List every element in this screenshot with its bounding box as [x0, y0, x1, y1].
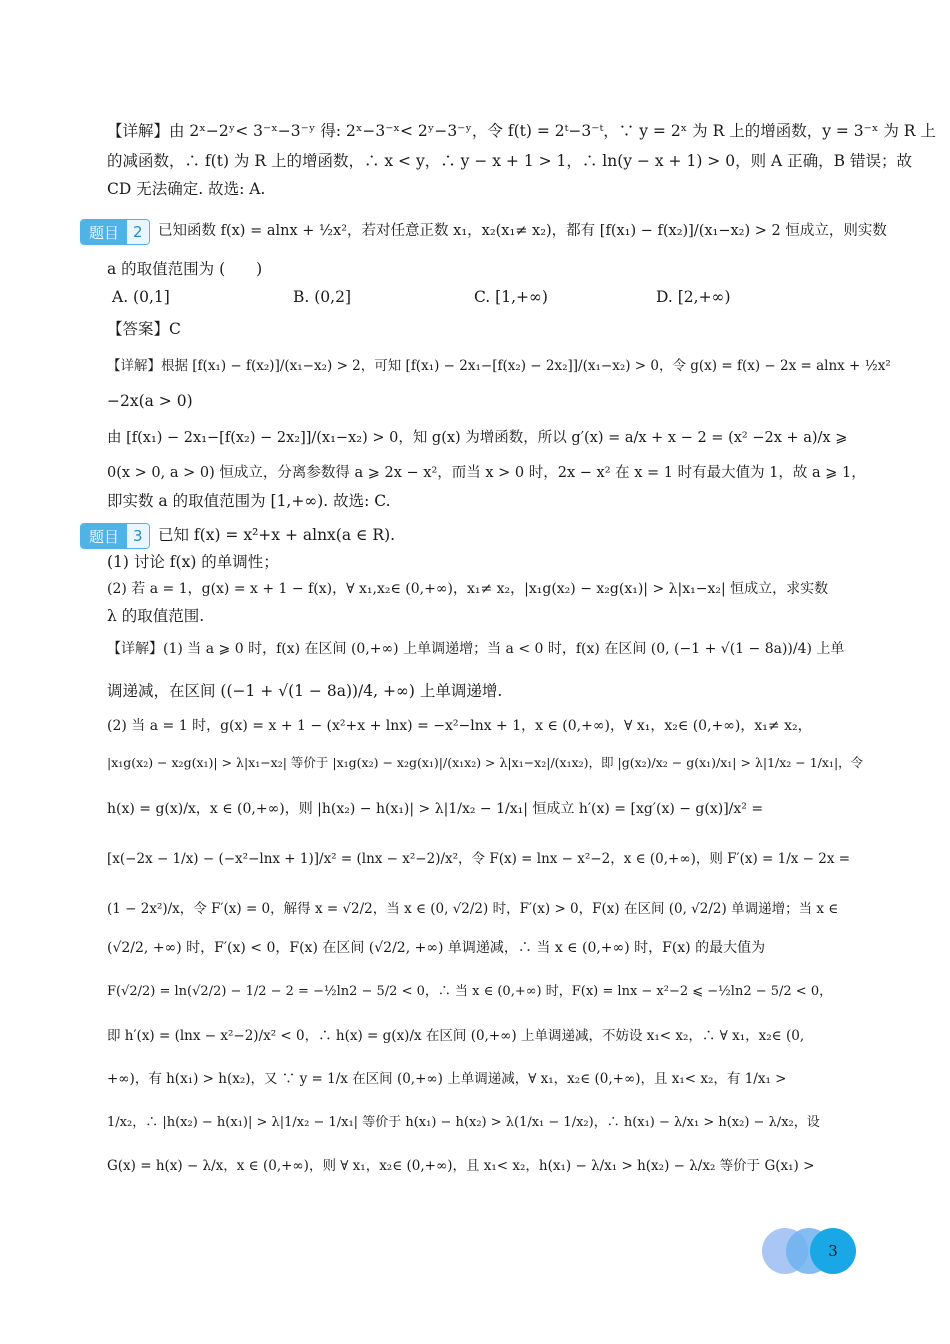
option-c: C. [1,+∞)	[474, 288, 548, 306]
solution-line: [x(−2x − 1/x) − (−x²−lnx + 1)]/x² = (lnx − x²−2)/x²，令 F(x) = lnx − x²−2，x ∈ (0,+∞)，则 F′(x) = 1/x − 2x =	[107, 851, 851, 867]
solution-line: −2x(a > 0)	[107, 392, 193, 410]
question-tag-number: 2	[127, 220, 149, 244]
question-tag-number: 3	[127, 524, 149, 548]
solution-line: CD 无法确定. 故选: A.	[107, 180, 266, 198]
solution-line: 的减函数，∴ f(t) 为 R 上的增函数，∴ x < y，∴ y − x + 1 > 1，∴ ln(y − x + 1) > 0，则 A 正确，B 错误；故	[107, 152, 912, 170]
solution-line: h(x) = g(x)/x，x ∈ (0,+∞)，则 |h(x₂) − h(x₁)| > λ|1/x₂ − 1/x₁| 恒成立 h′(x) = [xg′(x) − g(x)]/x² =	[107, 801, 764, 817]
question-text: a 的取值范围为 ( )	[107, 260, 263, 278]
solution-line: (1 − 2x²)/x，令 F′(x) = 0，解得 x = √2/2，当 x ∈ (0, √2/2) 时，F′(x) > 0，F(x) 在区间 (0, √2/2) 单调递增；当 x ∈	[107, 901, 839, 917]
question-text: (2) 若 a = 1，g(x) = x + 1 − f(x)，∀ x₁,x₂∈ (0,+∞)，x₁≠ x₂，|x₁g(x₂) − x₂g(x₁)| > λ|x₁−x₂| 恒成立，求实数	[107, 581, 829, 597]
option-b: B. (0,2]	[293, 288, 351, 306]
answer-line: 【答案】C	[107, 320, 181, 338]
solution-line: +∞)，有 h(x₁) > h(x₂)，又 ∵ y = 1/x 在区间 (0,+∞) 上单调递减，∀ x₁，x₂∈ (0,+∞)，且 x₁< x₂，有 1/x₁ >	[107, 1071, 787, 1087]
solution-line: 由 [f(x₁) − 2x₁−[f(x₂) − 2x₂]]/(x₁−x₂) > 0，知 g(x) 为增函数，所以 g′(x) = a/x + x − 2 = (x² −2x + a)/x ⩾	[107, 430, 848, 446]
solution-line: 即 h′(x) = (lnx − x²−2)/x² < 0，∴ h(x) = g(x)/x 在区间 (0,+∞) 上单调递减，不妨设 x₁< x₂，∴ ∀ x₁，x₂∈ (0,	[107, 1028, 805, 1044]
page-number: 3	[828, 1242, 838, 1260]
solution-line: 【详解】由 2ˣ−2ʸ< 3⁻ˣ−3⁻ʸ 得: 2ˣ−3⁻ˣ< 2ʸ−3⁻ʸ，令 f(t) = 2ᵗ−3⁻ᵗ，∵ y = 2ˣ 为 R 上的增函数，y = 3⁻ˣ 为 R 上	[107, 122, 936, 140]
solution-line: |x₁g(x₂) − x₂g(x₁)| > λ|x₁−x₂| 等价于 |x₁g(x₂) − x₂g(x₁)|/(x₁x₂) > λ|x₁−x₂|/(x₁x₂)，即 |g(x₂)/x₂ − g(x₁)/x₁| > λ|1/x₂ − 1/x₁|，令	[107, 755, 864, 770]
solution-line: F(√2/2) = ln(√2/2) − 1/2 − 2 = −½ln2 − 5/2 < 0，∴ 当 x ∈ (0,+∞) 时，F(x) = lnx − x²−2 ⩽ −½ln2 − 5/2 < 0，	[107, 984, 833, 999]
question-text: 已知函数 f(x) = alnx + ½x²，若对任意正数 x₁，x₂(x₁≠ x₂)，都有 [f(x₁) − f(x₂)]/(x₁−x₂) > 2 恒成立，则实数	[158, 223, 887, 239]
question-tag-3	[80, 523, 150, 549]
solution-line: 【详解】根据 [f(x₁) − f(x₂)]/(x₁−x₂) > 2，可知 [f(x₁) − 2x₁−[f(x₂) − 2x₂]]/(x₁−x₂) > 0，令 g(x) = f(x) − 2x = alnx + ½x²	[107, 358, 891, 374]
page-number-badge	[762, 1228, 902, 1276]
solution-line: G(x) = h(x) − λ/x，x ∈ (0,+∞)，则 ∀ x₁，x₂∈ (0,+∞)，且 x₁< x₂，h(x₁) − λ/x₁ > h(x₂) − λ/x₂ 等价于 G(x₁) >	[107, 1158, 815, 1174]
question-text: λ 的取值范围.	[107, 607, 205, 625]
option-a: A. (0,1]	[112, 288, 170, 306]
solution-line: (2) 当 a = 1 时，g(x) = x + 1 − (x²+x + lnx) = −x²−lnx + 1，x ∈ (0,+∞)，∀ x₁，x₂∈ (0,+∞)，x₁≠ x₂，	[107, 718, 812, 734]
question-text: 已知 f(x) = x²+x + alnx(a ∈ R).	[158, 526, 396, 544]
solution-line: 【详解】(1) 当 a ⩾ 0 时，f(x) 在区间 (0,+∞) 上单调递增；当 a < 0 时，f(x) 在区间 (0, (−1 + √(1 − 8a))/4) 上单	[107, 641, 845, 657]
solution-line: 0(x > 0, a > 0) 恒成立，分离参数得 a ⩾ 2x − x²，而当 x > 0 时，2x − x² 在 x = 1 时有最大值为 1，故 a ⩾ 1，	[107, 465, 866, 481]
solution-line: 调递减，在区间 ((−1 + √(1 − 8a))/4, +∞) 上单调递增.	[107, 682, 503, 700]
question-text: (1) 讨论 f(x) 的单调性；	[107, 553, 279, 571]
question-tag-label: 题目	[81, 220, 127, 244]
question-tag-label: 题目	[81, 524, 127, 548]
solution-line: (√2/2, +∞) 时，F′(x) < 0，F(x) 在区间 (√2/2, +∞) 单调递减，∴ 当 x ∈ (0,+∞) 时，F(x) 的最大值为	[107, 940, 766, 956]
question-tag-2	[80, 219, 150, 245]
option-d: D. [2,+∞)	[656, 288, 731, 306]
solution-line: 1/x₂，∴ |h(x₂) − h(x₁)| > λ|1/x₂ − 1/x₁| 等价于 h(x₁) − h(x₂) > λ(1/x₁ − 1/x₂)，∴ h(x₁) − λ/x₁ > h(x₂) − λ/x₂，设	[107, 1115, 820, 1130]
solution-line: 即实数 a 的取值范围为 [1,+∞). 故选: C.	[107, 492, 391, 510]
